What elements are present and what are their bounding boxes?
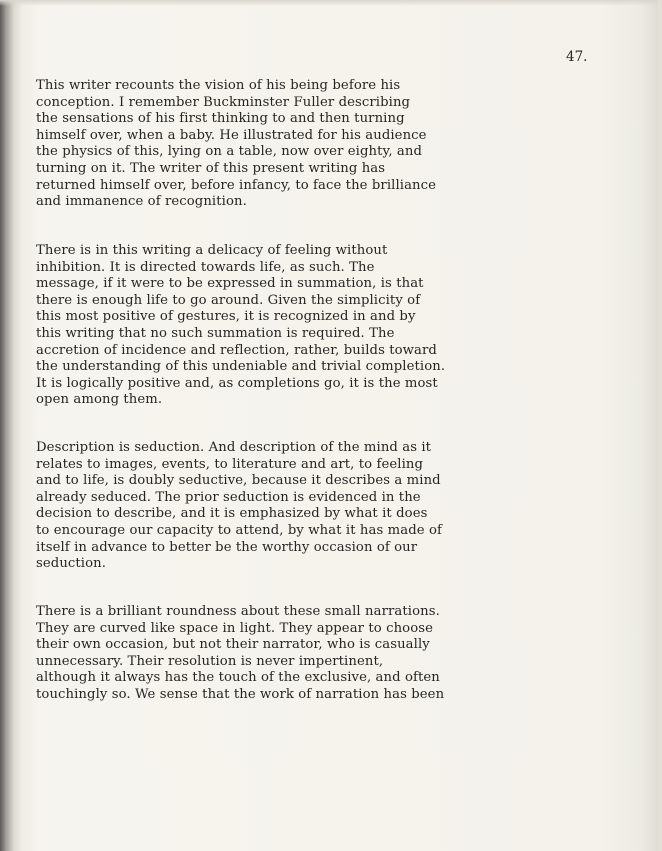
text-line: turning on it. The writer of this present writing has xyxy=(36,160,386,176)
text-line: and immanence of recognition. xyxy=(36,194,247,210)
text-line: the sensations of his first thinking to and then turning xyxy=(36,111,405,127)
text-line: inhibition. It is directed towards life, as such. The xyxy=(36,259,375,275)
text-line: returned himself over, before infancy, to face the brilliance xyxy=(36,177,437,193)
text-line: message, if it were to be expressed in summation, is that xyxy=(36,276,424,292)
text-line: itself in advance to better be the worthy occasion of our xyxy=(36,539,418,555)
text-line: open among them. xyxy=(36,392,163,408)
text-line: They are curved like space in light. They appear to choose xyxy=(36,620,434,636)
spine-shadow xyxy=(0,0,14,851)
text-line: to encourage our capacity to attend, by what it has made of xyxy=(36,522,442,538)
text-line: although it always has the touch of the exclusive, and often xyxy=(36,670,440,686)
text-line: touchingly so. We sense that the work of narration has been xyxy=(36,686,445,702)
text-line: this writing that no such summation is required. The xyxy=(36,325,395,341)
text-line: relates to images, events, to literature and art, to feeling xyxy=(36,456,424,472)
text-line: seduction. xyxy=(36,556,107,572)
text-line: accretion of incidence and reflection, rather, builds toward xyxy=(36,342,437,358)
text-line: conception. I remember Buckminster Fuller describing xyxy=(36,94,411,110)
page-edge xyxy=(658,0,662,851)
text-line: himself over, when a baby. He illustrated for his audience xyxy=(36,127,427,143)
text-line: the physics of this, lying on a table, now over eighty, and xyxy=(36,144,423,160)
text-line: and to life, is doubly seductive, because it describes a mind xyxy=(36,473,441,489)
text-line: This writer recounts the vision of his being before his xyxy=(36,78,401,93)
text-line: already seduced. The prior seduction is evidenced in the xyxy=(36,489,421,505)
paragraph-2 xyxy=(36,243,544,409)
text-line: there is enough life to go around. Given the simplicity of xyxy=(36,292,421,308)
text-line: decision to describe, and it is emphasized by what it does xyxy=(36,506,428,522)
text-line: Description is seduction. And description of the mind as it xyxy=(36,440,432,455)
text-line: their own occasion, but not their narrator, who is casually xyxy=(36,637,430,653)
paragraph-3 xyxy=(36,440,544,573)
paragraph-1 xyxy=(36,78,544,211)
text-line: this most positive of gestures, it is recognized in and by xyxy=(36,309,416,325)
page-number: 47. xyxy=(566,49,588,65)
text-line: the understanding of this undeniable and trivial completion. xyxy=(36,359,446,375)
text-line: unnecessary. Their resolution is never impertinent, xyxy=(36,653,384,669)
text-line: There is in this writing a delicacy of feeling without xyxy=(36,243,388,258)
top-edge-shadow xyxy=(0,0,662,6)
text-line: It is logically positive and, as completions go, it is the most xyxy=(36,375,438,391)
text-line: There is a brilliant roundness about these small narrations. xyxy=(36,604,440,619)
paragraph-4 xyxy=(36,604,544,704)
